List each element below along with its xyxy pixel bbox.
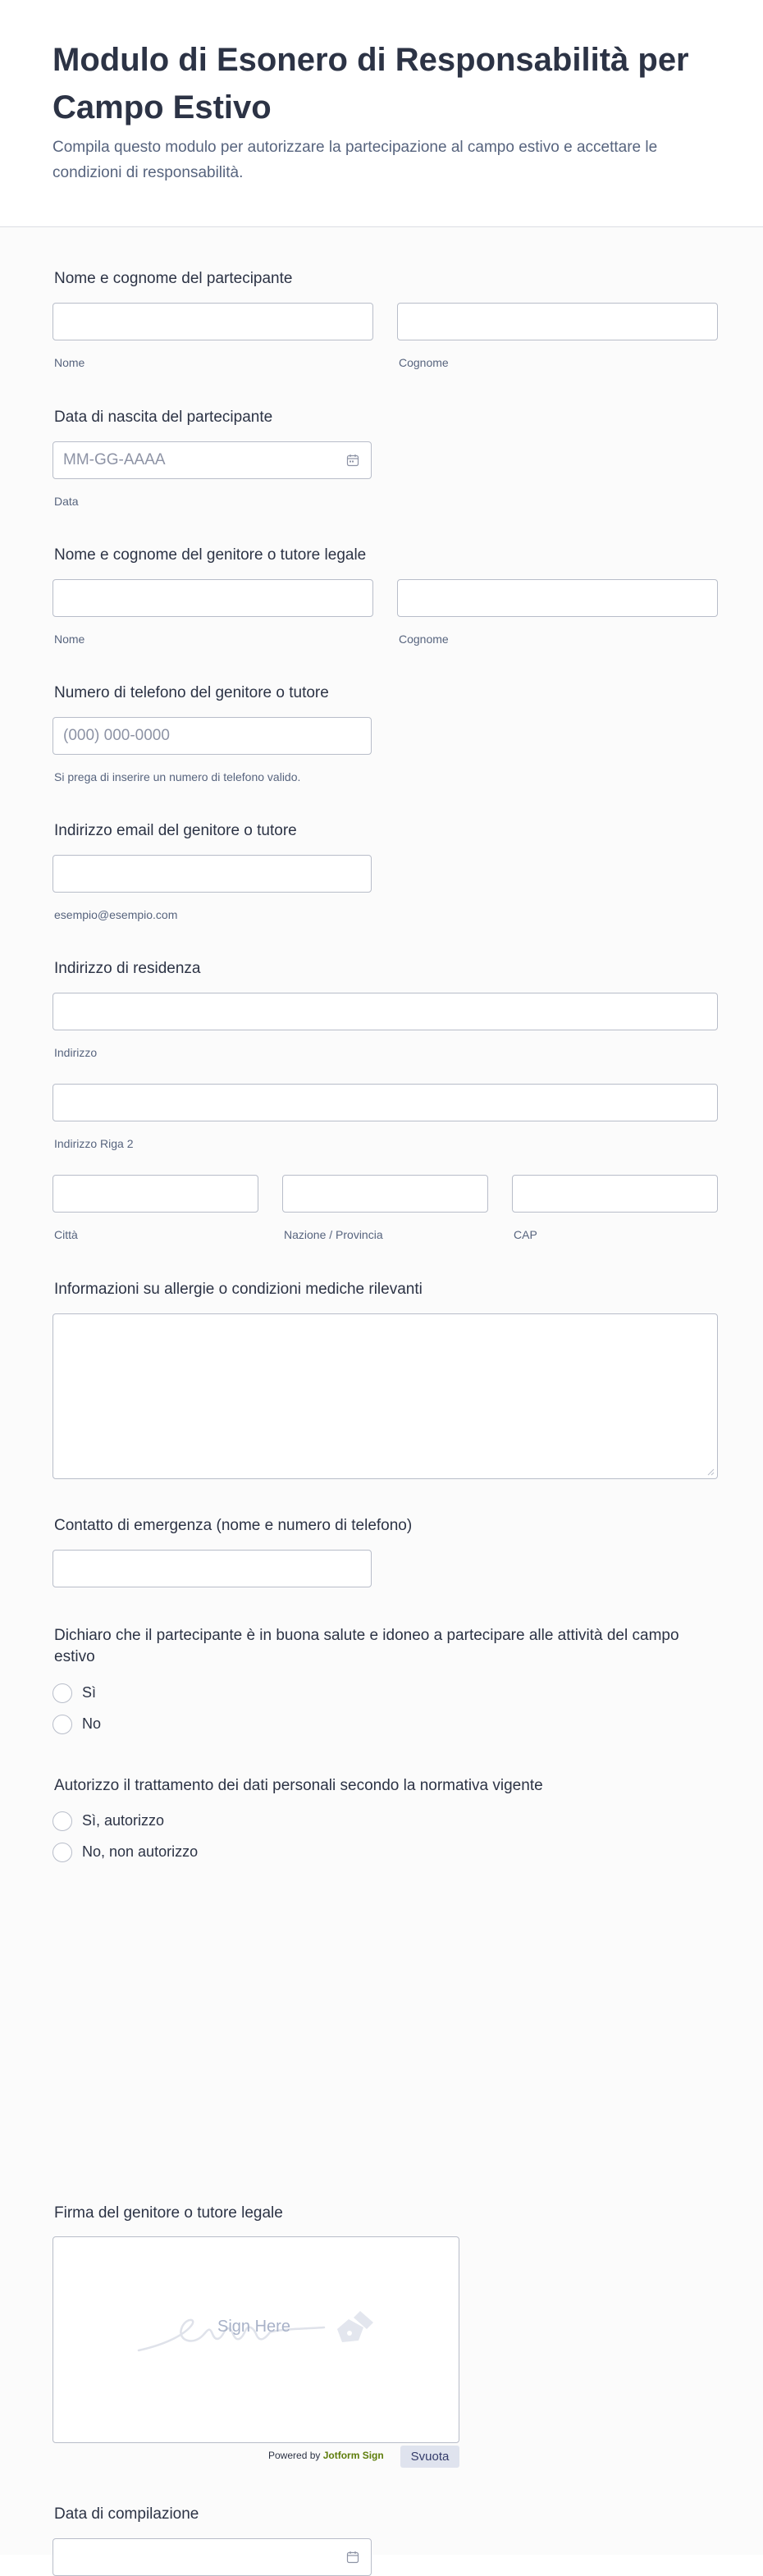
completion-calendar-icon[interactable] [346, 2551, 359, 2564]
zip-sublabel: CAP [514, 1228, 537, 1241]
emergency-contact-input[interactable] [53, 1550, 372, 1587]
birth-date-label: Data di nascita del partecipante [54, 409, 273, 426]
resize-handle-icon[interactable] [707, 1468, 715, 1476]
address-line1-sublabel: Indirizzo [54, 1046, 98, 1059]
emergency-contact-label: Contatto di emergenza (nome e numero di telefono) [54, 1517, 413, 1534]
health-no-radio[interactable] [53, 1715, 72, 1734]
clear-signature-button[interactable]: Svuota [400, 2446, 459, 2468]
guardian-first-name-input[interactable] [53, 579, 373, 617]
health-no-option-label: No [82, 1715, 102, 1732]
zip-input[interactable] [512, 1175, 718, 1213]
privacy-yes-radio[interactable] [53, 1811, 72, 1831]
address-line1-input[interactable] [53, 993, 718, 1030]
privacy-consent-label: Autorizzo il trattamento dei dati personali secondo la normativa vigente [54, 1777, 543, 1794]
page-title: Modulo di Esonero di Responsabilità per Campo Estivo [53, 42, 689, 126]
completion-date-label: Data di compilazione [54, 2505, 199, 2523]
participant-last-name-input[interactable] [397, 303, 718, 340]
state-sublabel: Nazione / Provincia [284, 1228, 383, 1241]
health-yes-radio[interactable] [53, 1683, 72, 1703]
city-input[interactable] [53, 1175, 258, 1213]
phone-label: Numero di telefono del genitore o tutore [54, 684, 329, 701]
participant-first-name-sublabel: Nome [54, 356, 85, 369]
guardian-last-name-sublabel: Cognome [399, 633, 449, 646]
privacy-yes-option-label: Sì, autorizzo [82, 1812, 165, 1829]
pen-icon [337, 2311, 373, 2342]
signature-label: Firma del genitore o tutore legale [54, 2204, 283, 2222]
participant-name-label: Nome e cognome del partecipante [54, 270, 293, 287]
health-yes-option-label: Sì [82, 1684, 97, 1701]
phone-sublabel: Si prega di inserire un numero di telefono valido. [54, 770, 301, 783]
participant-last-name-sublabel: Cognome [399, 356, 449, 369]
city-sublabel: Città [54, 1228, 78, 1241]
address-line2-input[interactable] [53, 1084, 718, 1121]
address-label: Indirizzo di residenza [54, 960, 201, 977]
state-input[interactable] [282, 1175, 488, 1213]
jotform-sign-link[interactable]: Jotform Sign [322, 2450, 384, 2461]
address-line2-sublabel: Indirizzo Riga 2 [54, 1137, 134, 1150]
birth-date-sublabel: Data [54, 495, 79, 508]
powered-by-prefix: Powered by [268, 2450, 321, 2461]
email-input[interactable] [53, 855, 372, 893]
privacy-no-radio[interactable] [53, 1843, 72, 1862]
guardian-name-label: Nome e cognome del genitore o tutore legale [54, 546, 367, 564]
phone-input[interactable] [53, 717, 372, 755]
health-declaration-label: Dichiaro che il partecipante è in buona salute e idoneo a partecipare alle attività del campo estivo [54, 1627, 679, 1665]
medical-info-label: Informazioni su allergie o condizioni mediche rilevanti [54, 1281, 423, 1298]
email-label: Indirizzo email del genitore o tutore [54, 822, 297, 839]
email-sublabel: esempio@esempio.com [54, 908, 178, 921]
phone-placeholder: (000) 000-0000 [63, 727, 170, 744]
form-header [0, 0, 763, 227]
powered-by [268, 2450, 384, 2461]
guardian-first-name-sublabel: Nome [54, 633, 85, 646]
birth-date-placeholder: MM-GG-AAAA [63, 451, 166, 468]
guardian-last-name-input[interactable] [397, 579, 718, 617]
birth-date-input[interactable] [53, 441, 372, 479]
participant-first-name-input[interactable] [53, 303, 373, 340]
signature-pad[interactable] [53, 2236, 459, 2443]
completion-date-input[interactable] [53, 2538, 372, 2576]
medical-info-textarea[interactable] [53, 1313, 718, 1479]
privacy-no-option-label: No, non autorizzo [82, 1843, 199, 1860]
calendar-icon[interactable] [346, 454, 359, 467]
signature-placeholder: Sign Here [217, 2318, 290, 2336]
page-subtitle: Compila questo modulo per autorizzare la partecipazione al campo estivo e accettare le condizioni di responsabilità. [53, 139, 658, 181]
